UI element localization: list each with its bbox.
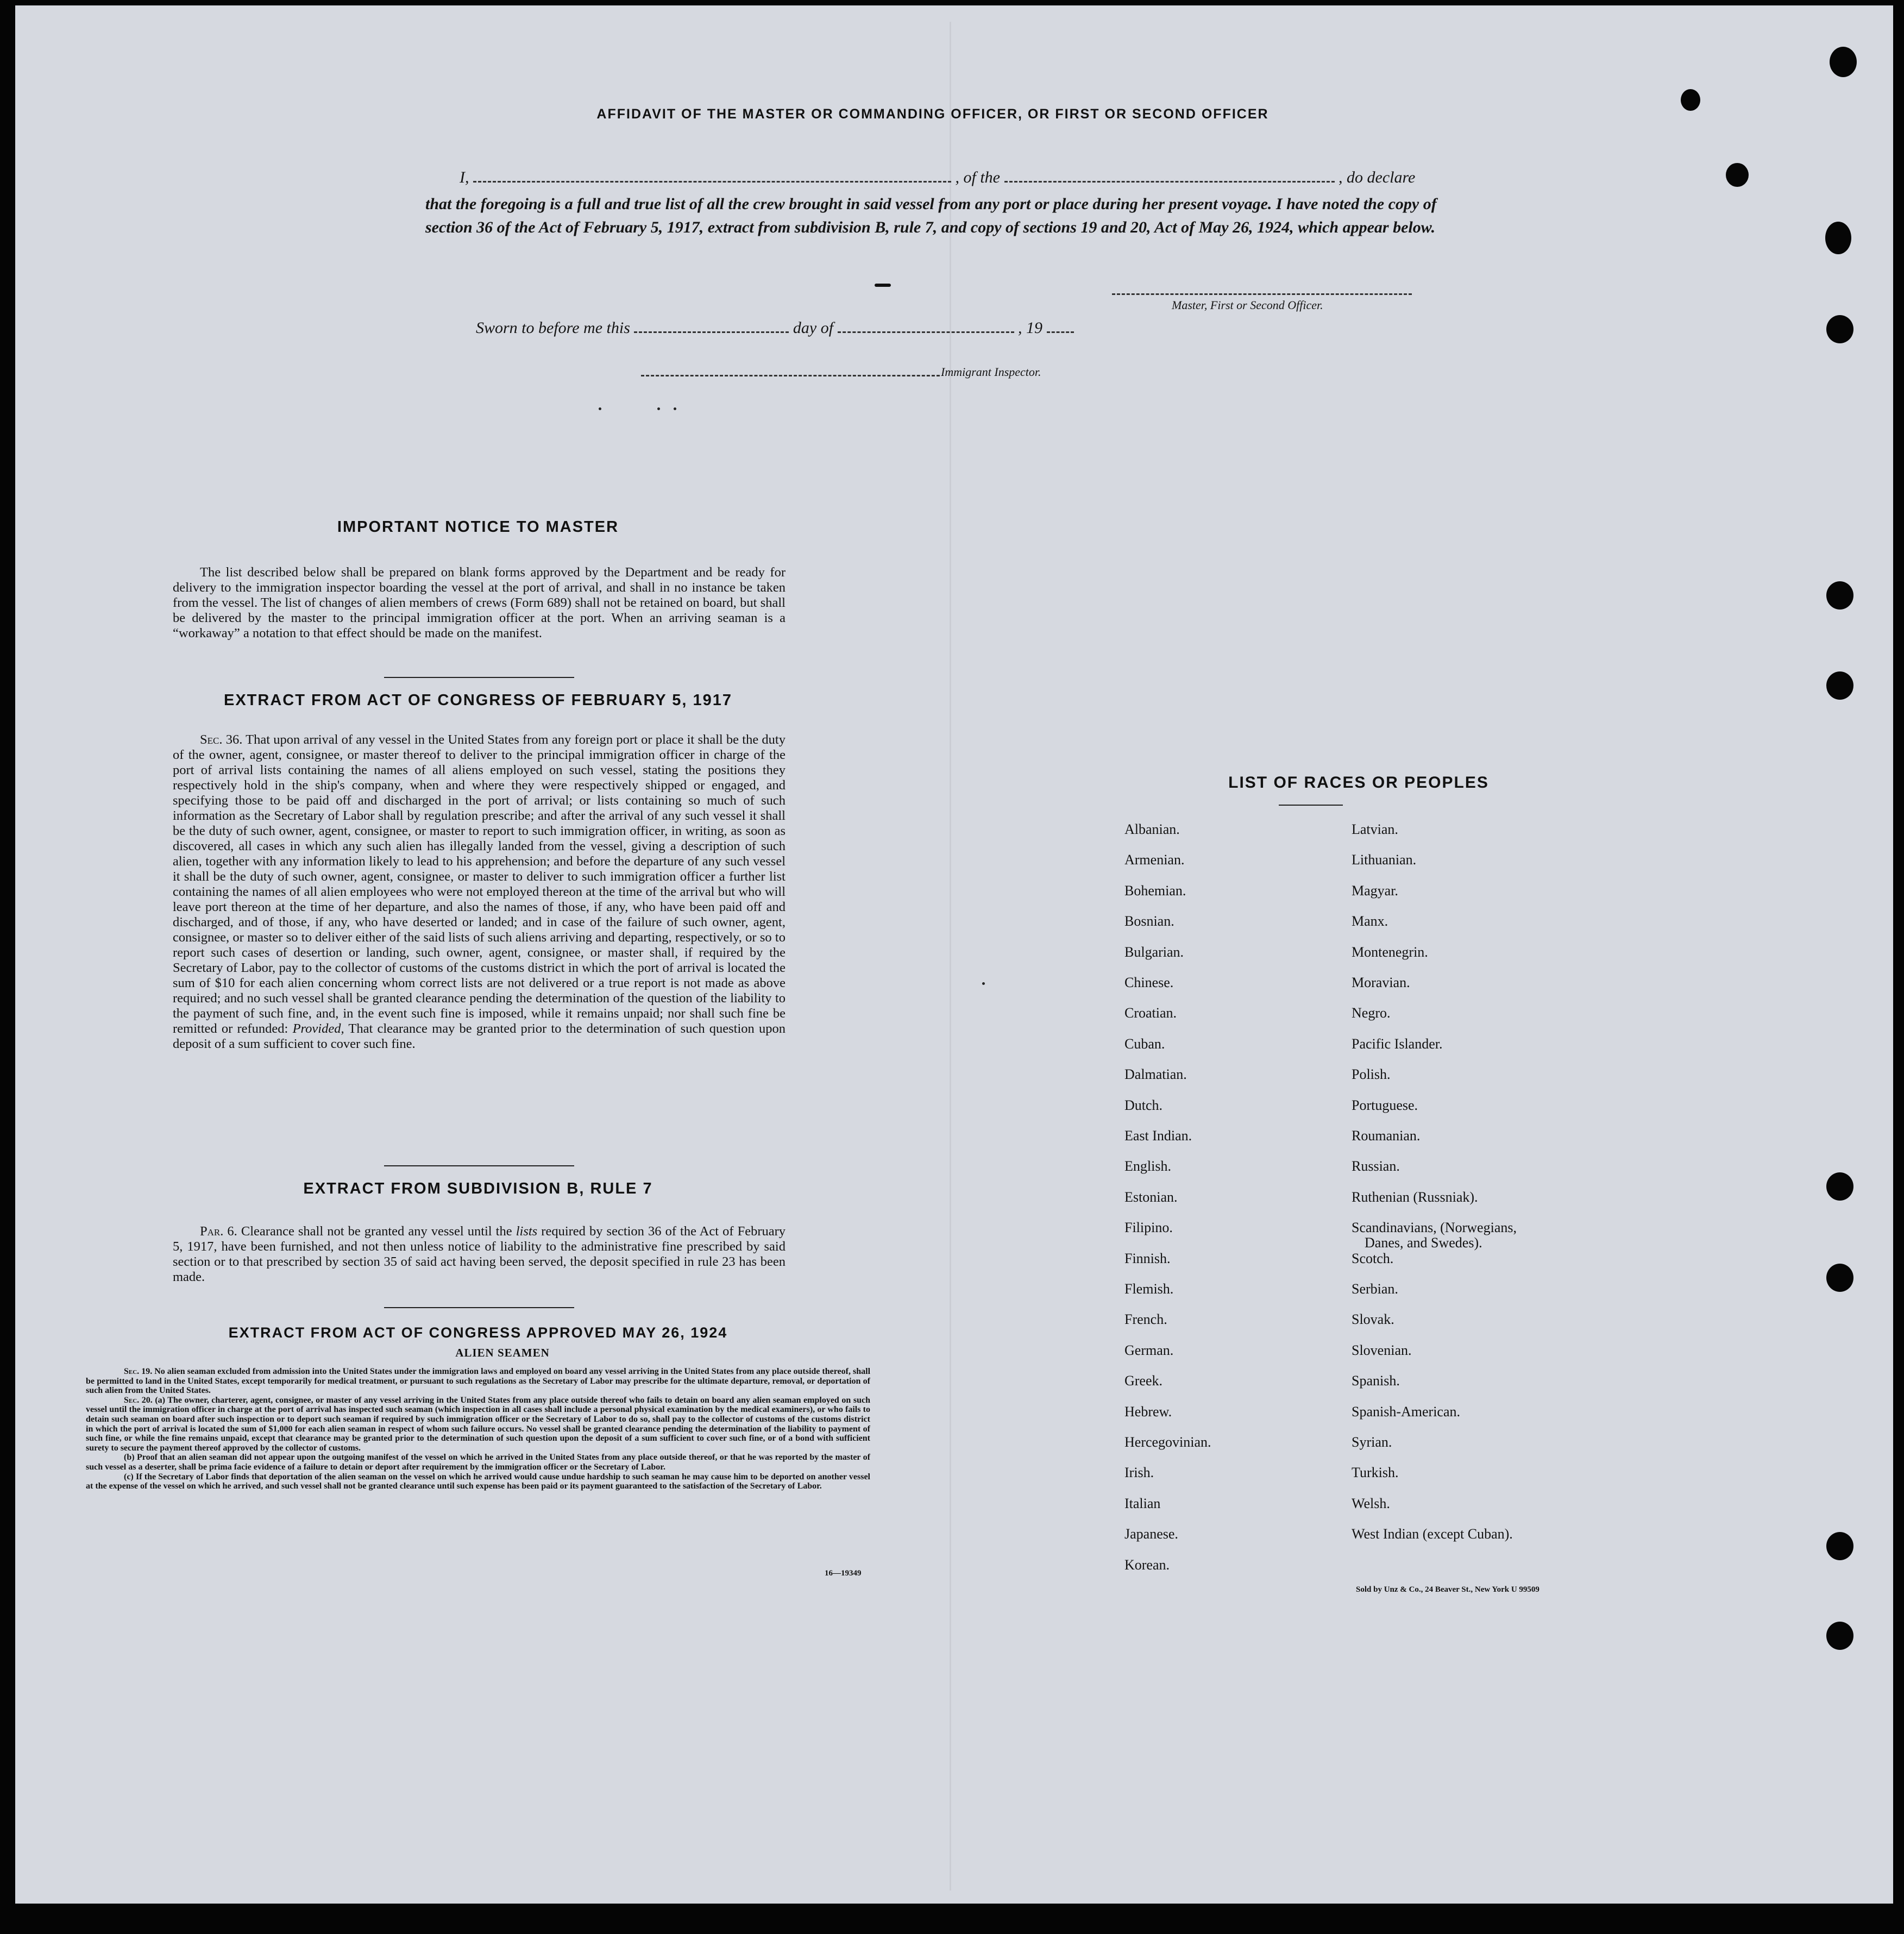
declarant-name-field[interactable] (473, 181, 951, 183)
binder-hole (1826, 581, 1853, 610)
race-item: Slovenian. (1352, 1342, 1412, 1358)
divider (384, 1165, 574, 1166)
vessel-prefix: , of the (955, 168, 1000, 186)
race-item: Scandinavians, (Norwegians, (1352, 1220, 1517, 1236)
master-caption: Master, First or Second Officer. (1172, 298, 1323, 312)
notice-title: IMPORTANT NOTICE TO MASTER (337, 518, 619, 536)
race-item: Polish. (1352, 1066, 1391, 1083)
proviso-label: Provided, (292, 1021, 344, 1036)
race-item: Irish. (1124, 1465, 1154, 1481)
race-item: Japanese. (1124, 1526, 1178, 1542)
sec-36-label: Sec. 36. (200, 732, 243, 747)
race-item: Russian. (1352, 1158, 1400, 1175)
race-item: West Indian (except Cuban). (1352, 1526, 1513, 1542)
race-item: Armenian. (1124, 852, 1185, 868)
divider (384, 1307, 574, 1308)
binder-hole (1826, 1172, 1853, 1201)
printer-imprint: Sold by Unz & Co., 24 Beaver St., New York U 99509 (1356, 1585, 1539, 1594)
speck (599, 407, 601, 410)
race-item: Flemish. (1124, 1281, 1174, 1297)
race-item: Danes, and Swedes). (1365, 1235, 1482, 1251)
race-item: Chinese. (1124, 975, 1174, 990)
declarant-prefix: I, (460, 168, 469, 186)
race-item: East Indian. (1124, 1128, 1192, 1144)
binder-hole (1826, 1622, 1853, 1650)
race-item: Italian (1124, 1495, 1161, 1511)
race-item: Portuguese. (1352, 1097, 1418, 1113)
alien-seamen-subtitle: ALIEN SEAMEN (455, 1346, 550, 1359)
race-item: French. (1124, 1311, 1167, 1328)
race-item: Spanish-American. (1352, 1403, 1461, 1420)
race-item: Bosnian. (1124, 913, 1174, 930)
race-item: Croatian. (1124, 1005, 1177, 1021)
race-item: Lithuanian. (1352, 852, 1417, 868)
race-item: Korean. (1124, 1556, 1170, 1573)
vessel-name-field[interactable] (1004, 181, 1335, 183)
par-6-text-a: Clearance shall not be granted any vessel until the (241, 1224, 512, 1239)
race-item: Montenegrin. (1352, 944, 1428, 960)
sec-19-text: No alien seaman excluded from admission into the United States under the immigration laws and employed on board any vessel arriving in the United States from any place outside thereof, shall be permitted to land in the United States, except temporarily for medical treatment, or pursuant to such regulations as the Secretary of Labor may prescribe for the ultimate departure, removal, or deportation of such alien from the United States. (86, 1367, 871, 1396)
sworn-year-prefix: , 19 (1018, 319, 1043, 337)
binder-hole (1826, 315, 1853, 343)
sec-20b-text: (b) Proof that an alien seaman did not appear upon the outgoing manifest of the vessel on which he arrived in the United States from any place outside thereof, or that he was reported by the master of such vessel as a deserter, shall be prima facie evidence of a failure to detain or deport after requirement by the immigration officer or the Secretary of Labor. (86, 1453, 870, 1472)
binder-hole (1826, 671, 1853, 700)
binder-hole (1825, 222, 1851, 254)
race-item: Pacific Islander. (1352, 1035, 1443, 1052)
sworn-prefix: Sworn to before me this (476, 319, 630, 337)
act-1924-title: EXTRACT FROM ACT OF CONGRESS APPROVED MAY 26, 1924 (228, 1324, 728, 1341)
race-item: Hebrew. (1124, 1403, 1172, 1420)
affidavit-paragraph: that the foregoing is a full and true list of all the crew brought in said vessel from any port or place during her present voyage. I have noted the copy of section 36 of the Act of February 5, 1917, extract from subdivision B, rule 7, and copy of sections 19 and 20, Act of May 26, 1924, which appear below. (425, 195, 1437, 236)
race-item: Bohemian. (1124, 882, 1186, 899)
race-item: Slovak. (1352, 1311, 1394, 1328)
race-item: Manx. (1352, 913, 1388, 930)
race-item: Negro. (1352, 1005, 1391, 1021)
sec-20-label: Sec. 20. (124, 1395, 153, 1405)
race-item: Ruthenian (Russniak). (1352, 1189, 1478, 1205)
race-item: Bulgarian. (1124, 944, 1184, 960)
sworn-day-of: day of (793, 319, 834, 337)
race-item: Spanish. (1352, 1373, 1400, 1389)
sec-36-text: That upon arrival of any vessel in the United States from any foreign port or place it shall be the duty of the owner, agent, consignee, or master thereof to deliver to the principal immigration officer in charge of the port of arrival lists containing the names of all aliens employed on such vessel, stating the positions they respectively hold in the ship's company, when and where they were respectively shipped or engaged, and specifying those to be paid off and discharged in the port of arrival; or lists containing so much of such information as the Secretary of Labor shall by regulation prescribe; and after the arrival of any such vessel it shall be the duty of such owner, agent, consignee, or master to report to such immigration officer, in writing, as soon as discovered, all cases in which any such alien has illegally landed from the vessel, giving a description of such alien, together with any information likely to lead to his apprehension; and before the departure of any such vessel it shall be the duty of such owner, agent, consignee, or master to deliver to such immigration officer a further list containing the names of all alien employees who were not employed thereon at the time of the arrival but who will leave port thereon at the time of her departure, and also the names of those, if any, who have been paid off and discharged, and of those, if any, who have deserted or landed; and in case of the failure of such owner, agent, consignee, or master so to deliver either of the said lists of such aliens arriving and departing, respectively, or so to report such cases of desertion or landing, such owner, agent, consignee, or master shall, if required by the Secretary of Labor, pay to the collector of customs of the customs district in which the port of arrival is located the sum of $10 for each alien concerning whom correct lists are not delivered or a true report is not made as above required; and no such vessel shall be granted clearance pending the determination of the question of the liability to the payment of such fine, and, in the event such fine is imposed, while it remains unpaid; nor shall such fine be remitted or refunded: (173, 732, 786, 1036)
race-item: Hercegovinian. (1124, 1434, 1211, 1450)
act-1917-title: EXTRACT FROM ACT OF CONGRESS OF FEBRUARY 5, 1917 (223, 692, 733, 709)
par-6-label: Par. 6. (200, 1224, 237, 1239)
sworn-day-field[interactable] (634, 331, 789, 333)
race-item: Greek. (1124, 1373, 1163, 1389)
declare-suffix: , do declare (1339, 168, 1416, 186)
form-number: 16—19349 (825, 1569, 862, 1578)
race-item: Dutch. (1124, 1097, 1163, 1113)
notice-paragraph: The list described below shall be prepared on blank forms approved by the Department and be ready for delivery to the immigration inspector boarding the vessel at the port of arrival, and shall in no instance be taken from the vessel. The list of changes of alien members of crews (Form 689) shall not be retained on board, but shall be delivered by the master to the principal immigration officer at the port. When an arriving seaman is a “workaway” a notation to that effect should be made on the manifest. (173, 565, 786, 641)
declarant-line (460, 168, 1437, 187)
lists-word: lists (516, 1224, 538, 1239)
speck (982, 982, 985, 985)
race-item: Dalmatian. (1124, 1066, 1187, 1083)
binder-hole (1681, 89, 1700, 111)
sec-20c-text: (c) If the Secretary of Labor finds that deportation of the alien seaman on the vessel on which he arrived would cause undue hardship to such seaman he may cause him to be deported on another vessel at the expense of the vessel on which he arrived, and such vessel shall not be granted clearance until such expense has been paid or its payment guaranteed to the satisfaction of the Secretary of Labor. (86, 1472, 870, 1491)
race-item: Syrian. (1352, 1434, 1392, 1450)
par-6-text-b: required by section 36 of the Act of February 5, 1917, have been furnished, and not then unless notice of liability to the administrative fine prescribed by said section or to that prescribed by section 35 of said act having been served, the deposit specified in rule 23 has been made. (173, 1224, 786, 1284)
page-fold (950, 22, 951, 1891)
speck (743, 1916, 746, 1919)
race-item: Estonian. (1124, 1189, 1178, 1205)
race-item: Filipino. (1124, 1220, 1173, 1236)
notice-text (173, 565, 786, 641)
speck (657, 407, 660, 410)
race-item: Moravian. (1352, 975, 1410, 990)
inspector-signature-line[interactable] (641, 375, 940, 376)
race-item: Scotch. (1352, 1250, 1394, 1266)
sec-20a-text: (a) The owner, charterer, agent, consignee, or master of any vessel arriving in the United States from any place outside thereof who fails to detain on board any alien seaman employed on such vessel until the immigration officer in charge at the port of arrival has inspected such seaman (which inspection in all cases shall include a personal physical examination by the medical examiners), or who fails to detain such seaman on board after such inspection or to deport such seaman if required by such immigration officer or the Secretary of Labor to do so, shall pay to the collector of customs of the customs district in which the port of arrival is located the sum of $1,000 for each alien seaman in respect of whom such failure occurs. No vessel shall be granted clearance pending the determination of the liability to payment of such fine, or while the fine remains unpaid, except that clearance may be granted prior to the determination of such question upon the deposit of a sum sufficient to cover such fine, or of a bond with sufficient surety to secure the payment thereof approved by the collector of customs. (86, 1395, 871, 1453)
race-item: Turkish. (1352, 1465, 1399, 1481)
race-item: Roumanian. (1352, 1128, 1421, 1144)
race-item: Finnish. (1124, 1250, 1171, 1266)
act-1917-text (173, 732, 786, 1052)
race-item: Magyar. (1352, 882, 1398, 899)
rule-7-text (173, 1224, 786, 1285)
affidavit-title: AFFIDAVIT OF THE MASTER OR COMMANDING OFFICER, OR FIRST OR SECOND OFFICER (596, 106, 1269, 122)
act-1924-text (86, 1367, 870, 1491)
race-item: German. (1124, 1342, 1174, 1358)
master-signature-line[interactable] (1112, 293, 1412, 295)
binder-hole (1826, 1532, 1853, 1560)
divider (1279, 805, 1343, 806)
binder-hole (1830, 47, 1857, 77)
race-item: Albanian. (1124, 821, 1180, 837)
sworn-year-field[interactable] (1047, 331, 1074, 333)
inspector-caption: Immigrant Inspector. (941, 365, 1041, 379)
binder-hole (1726, 163, 1749, 187)
binder-hole (1826, 1264, 1853, 1292)
races-title: LIST OF RACES OR PEOPLES (1228, 774, 1489, 792)
race-item: Latvian. (1352, 821, 1398, 837)
ink-mark (875, 284, 891, 287)
sworn-line (476, 319, 1074, 337)
divider (384, 677, 574, 678)
sec-19-label: Sec. 19. (124, 1367, 153, 1376)
race-item: Cuban. (1124, 1035, 1165, 1052)
sworn-month-field[interactable] (838, 331, 1014, 333)
race-item: Serbian. (1352, 1281, 1398, 1297)
race-item: English. (1124, 1158, 1171, 1175)
speck (674, 407, 676, 410)
race-item: Welsh. (1352, 1495, 1390, 1511)
rule-7-title: EXTRACT FROM SUBDIVISION B, RULE 7 (303, 1180, 653, 1197)
proviso-text: That clearance may be granted prior to the determination of such question upon deposit of a sum sufficient to cover such fine. (173, 1021, 786, 1051)
